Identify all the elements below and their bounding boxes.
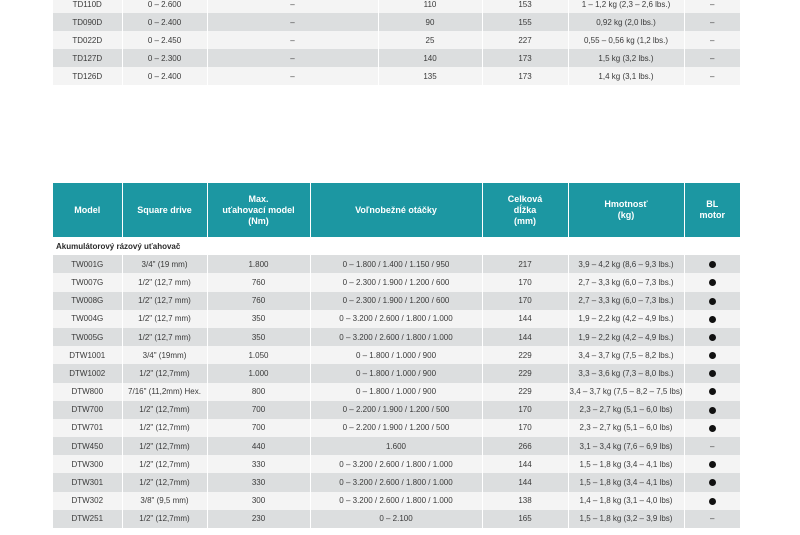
cell-model: DTW701 — [53, 419, 122, 437]
cell-bl — [684, 255, 740, 273]
table-row — [53, 346, 740, 364]
header-weight: Hmotnosť (kg) — [568, 183, 684, 237]
cell-speed: 0 – 2.300 — [122, 49, 207, 67]
cell-bl — [684, 419, 740, 437]
cell-bl: – — [684, 31, 740, 49]
cell-weight: 1,5 – 1,8 kg (3,4 – 4,1 lbs) — [568, 455, 684, 473]
cell-weight: 0,92 kg (2,0 lbs.) — [568, 13, 684, 31]
cell-dash: – — [207, 0, 378, 13]
cell-length: 144 — [482, 455, 568, 473]
cell-bl — [684, 346, 740, 364]
cell-model: TW008G — [53, 292, 122, 310]
cell-torque: 1.800 — [207, 255, 310, 273]
cell-weight: 3,4 – 3,7 kg (7,5 – 8,2 lbs.) — [568, 346, 684, 364]
cell-model: TW004G — [53, 310, 122, 328]
header-max-torque: Max. uťahovací model (Nm) — [207, 183, 310, 237]
table-row — [53, 455, 740, 473]
cell-model: TD110D — [53, 0, 122, 13]
cell-speed: 0 – 3.200 / 2.600 / 1.800 / 1.000 — [310, 328, 482, 346]
cell-weight: 3,1 – 3,4 kg (7,6 – 6,9 lbs) — [568, 437, 684, 455]
cell-speed: 0 – 2.400 — [122, 67, 207, 85]
cell-torque: 350 — [207, 328, 310, 346]
cell-length: 170 — [482, 273, 568, 291]
header-overall-length: Celková dĺžka (mm) — [482, 183, 568, 237]
cell-bl: – — [684, 13, 740, 31]
cell-drive: 1/2" (12,7 mm) — [122, 328, 207, 346]
table-row — [53, 419, 740, 437]
cell-bl — [684, 292, 740, 310]
cell-length: 217 — [482, 255, 568, 273]
cell-model: DTW1002 — [53, 364, 122, 382]
cell-torque: 140 — [378, 49, 482, 67]
cell-speed: 0 – 3.200 / 2.600 / 1.800 / 1.000 — [310, 473, 482, 491]
cell-torque: 300 — [207, 492, 310, 510]
cell-bl: – — [684, 49, 740, 67]
cell-model: DTW251 — [53, 510, 122, 528]
cell-weight: 1,9 – 2,2 kg (4,2 – 4,9 lbs.) — [568, 310, 684, 328]
cell-drive: 1/2" (12,7 mm) — [122, 292, 207, 310]
cell-weight: 2,3 – 2,7 kg (5,1 – 6,0 lbs) — [568, 419, 684, 437]
cell-length: 229 — [482, 383, 568, 401]
cell-bl — [684, 310, 740, 328]
cell-drive: 1/2" (12,7mm) — [122, 510, 207, 528]
table-row — [53, 310, 740, 328]
cell-speed: 0 – 1.800 / 1.400 / 1.150 / 950 — [310, 255, 482, 273]
header-square-drive: Square drive — [122, 183, 207, 237]
table-row — [53, 437, 740, 455]
table-row — [53, 473, 740, 491]
cell-length: 144 — [482, 473, 568, 491]
cell-length: 170 — [482, 419, 568, 437]
cell-speed: 0 – 2.600 — [122, 0, 207, 13]
table-row — [53, 292, 740, 310]
cell-model: DTW1001 — [53, 346, 122, 364]
cell-speed: 0 – 2.100 — [310, 510, 482, 528]
cell-torque: 230 — [207, 510, 310, 528]
table-header-row — [53, 183, 740, 237]
impact-wrench-spec-table — [53, 183, 740, 528]
cell-weight: 2,7 – 3,3 kg (6,0 – 7,3 lbs.) — [568, 292, 684, 310]
table-row — [53, 328, 740, 346]
cell-bl — [684, 473, 740, 491]
bl-motor-dot-icon — [709, 370, 716, 377]
cell-drive: 3/4" (19 mm) — [122, 255, 207, 273]
cell-drive: 1/2" (12,7 mm) — [122, 310, 207, 328]
cell-speed: 0 – 2.300 / 1.900 / 1.200 / 600 — [310, 292, 482, 310]
header-model: Model — [53, 183, 122, 237]
bl-motor-dot-icon — [709, 425, 716, 432]
table-row — [53, 0, 740, 13]
cell-drive: 1/2" (12,7mm) — [122, 437, 207, 455]
cell-torque: 800 — [207, 383, 310, 401]
cell-model: DTW800 — [53, 383, 122, 401]
cell-weight: 2,3 – 2,7 kg (5,1 – 6,0 lbs) — [568, 401, 684, 419]
cell-model: DTW301 — [53, 473, 122, 491]
cell-torque: 760 — [207, 273, 310, 291]
cell-drive: 1/2" (12,7mm) — [122, 401, 207, 419]
table-row — [53, 492, 740, 510]
cell-speed: 0 – 1.800 / 1.000 / 900 — [310, 383, 482, 401]
cell-torque: 700 — [207, 419, 310, 437]
bl-motor-dot-icon — [709, 498, 716, 505]
cell-drive: 1/2" (12,7 mm) — [122, 273, 207, 291]
cell-drive: 7/16" (11,2mm) Hex. — [122, 383, 207, 401]
cell-drive: 1/2" (12,7mm) — [122, 473, 207, 491]
bl-motor-dot-icon — [709, 479, 716, 486]
cell-model: DTW450 — [53, 437, 122, 455]
cell-length: 138 — [482, 492, 568, 510]
cell-torque: 90 — [378, 13, 482, 31]
cell-weight: 1,4 – 1,8 kg (3,1 – 4,0 lbs) — [568, 492, 684, 510]
cell-torque: 440 — [207, 437, 310, 455]
cell-bl — [684, 492, 740, 510]
cell-speed: 0 – 2.400 — [122, 13, 207, 31]
cell-weight: 1,9 – 2,2 kg (4,2 – 4,9 lbs.) — [568, 328, 684, 346]
cell-torque: 350 — [207, 310, 310, 328]
cell-torque: 110 — [378, 0, 482, 13]
cell-torque: 25 — [378, 31, 482, 49]
cell-drive: 1/2" (12,7mm) — [122, 419, 207, 437]
cell-speed: 0 – 2.300 / 1.900 / 1.200 / 600 — [310, 273, 482, 291]
table-row — [53, 49, 740, 67]
cell-bl — [684, 364, 740, 382]
cell-model: TD127D — [53, 49, 122, 67]
table-row — [53, 401, 740, 419]
bl-motor-dot-icon — [709, 407, 716, 414]
cell-length: 173 — [482, 67, 568, 85]
cell-length: 170 — [482, 401, 568, 419]
cell-weight: 0,55 – 0,56 kg (1,2 lbs.) — [568, 31, 684, 49]
cell-dash: – — [207, 67, 378, 85]
cell-torque: 760 — [207, 292, 310, 310]
cell-model: DTW300 — [53, 455, 122, 473]
top-spec-table — [53, 0, 740, 85]
cell-weight: 3,9 – 4,2 kg (8,6 – 9,3 lbs.) — [568, 255, 684, 273]
cell-speed: 0 – 3.200 / 2.600 / 1.800 / 1.000 — [310, 455, 482, 473]
cell-weight: 1,5 kg (3,2 lbs.) — [568, 49, 684, 67]
cell-bl: – — [684, 67, 740, 85]
bl-motor-dot-icon — [709, 388, 716, 395]
cell-length: 170 — [482, 292, 568, 310]
cell-speed: 0 – 2.200 / 1.900 / 1.200 / 500 — [310, 401, 482, 419]
cell-length: 266 — [482, 437, 568, 455]
cell-length: 153 — [482, 0, 568, 13]
bl-motor-dot-icon — [709, 461, 716, 468]
header-idle-speed: Voľnobežné otáčky — [310, 183, 482, 237]
cell-weight: 3,3 – 3,6 kg (7,3 – 8,0 lbs.) — [568, 364, 684, 382]
cell-length: 144 — [482, 328, 568, 346]
cell-bl — [684, 383, 740, 401]
cell-drive: 3/4" (19mm) — [122, 346, 207, 364]
cell-model: TW001G — [53, 255, 122, 273]
cell-bl — [684, 273, 740, 291]
cell-length: 173 — [482, 49, 568, 67]
section-row — [53, 237, 740, 255]
table-row — [53, 364, 740, 382]
cell-length: 229 — [482, 346, 568, 364]
cell-model: TW005G — [53, 328, 122, 346]
table-row — [53, 67, 740, 85]
cell-drive: 1/2" (12,7mm) — [122, 455, 207, 473]
cell-bl: – — [684, 0, 740, 13]
cell-torque: 330 — [207, 473, 310, 491]
cell-length: 227 — [482, 31, 568, 49]
cell-speed: 0 – 3.200 / 2.600 / 1.800 / 1.000 — [310, 310, 482, 328]
cell-speed: 0 – 2.450 — [122, 31, 207, 49]
cell-bl: – — [684, 510, 740, 528]
section-label: Akumulátorový rázový uťahovač — [53, 237, 740, 255]
table-row — [53, 273, 740, 291]
cell-weight: 1,4 kg (3,1 lbs.) — [568, 67, 684, 85]
cell-drive: 3/8" (9,5 mm) — [122, 492, 207, 510]
cell-speed: 1.600 — [310, 437, 482, 455]
cell-model: TD126D — [53, 67, 122, 85]
table-row — [53, 13, 740, 31]
cell-model: TD022D — [53, 31, 122, 49]
cell-drive: 1/2" (12,7mm) — [122, 364, 207, 382]
cell-dash: – — [207, 13, 378, 31]
cell-torque: 135 — [378, 67, 482, 85]
cell-model: DTW302 — [53, 492, 122, 510]
cell-length: 165 — [482, 510, 568, 528]
cell-length: 229 — [482, 364, 568, 382]
bl-motor-dot-icon — [709, 261, 716, 268]
cell-weight: 2,7 – 3,3 kg (6,0 – 7,3 lbs.) — [568, 273, 684, 291]
cell-length: 155 — [482, 13, 568, 31]
cell-weight: 1,5 – 1,8 kg (3,2 – 3,9 lbs) — [568, 510, 684, 528]
table-row — [53, 510, 740, 528]
table-row — [53, 255, 740, 273]
cell-bl — [684, 455, 740, 473]
cell-speed: 0 – 3.200 / 2.600 / 1.800 / 1.000 — [310, 492, 482, 510]
header-bl-motor: BL motor — [684, 183, 740, 237]
cell-speed: 0 – 1.800 / 1.000 / 900 — [310, 346, 482, 364]
cell-speed: 0 – 1.800 / 1.000 / 900 — [310, 364, 482, 382]
cell-dash: – — [207, 31, 378, 49]
cell-length: 144 — [482, 310, 568, 328]
bl-motor-dot-icon — [709, 334, 716, 341]
cell-weight: 1 – 1,2 kg (2,3 – 2,6 lbs.) — [568, 0, 684, 13]
bl-motor-dot-icon — [709, 316, 716, 323]
cell-bl — [684, 401, 740, 419]
bl-motor-dot-icon — [709, 352, 716, 359]
cell-model: DTW700 — [53, 401, 122, 419]
cell-model: TW007G — [53, 273, 122, 291]
cell-speed: 0 – 2.200 / 1.900 / 1.200 / 500 — [310, 419, 482, 437]
cell-torque: 1.000 — [207, 364, 310, 382]
cell-weight: 3,4 – 3,7 kg (7,5 – 8,2 – 7,5 lbs) — [568, 383, 684, 401]
table-row — [53, 383, 740, 401]
cell-bl: – — [684, 437, 740, 455]
cell-bl — [684, 328, 740, 346]
cell-model: TD090D — [53, 13, 122, 31]
cell-torque: 1.050 — [207, 346, 310, 364]
cell-torque: 330 — [207, 455, 310, 473]
bl-motor-dot-icon — [709, 298, 716, 305]
cell-torque: 700 — [207, 401, 310, 419]
cell-dash: – — [207, 49, 378, 67]
table-row — [53, 31, 740, 49]
bl-motor-dot-icon — [709, 279, 716, 286]
cell-weight: 1,5 – 1,8 kg (3,4 – 4,1 lbs) — [568, 473, 684, 491]
